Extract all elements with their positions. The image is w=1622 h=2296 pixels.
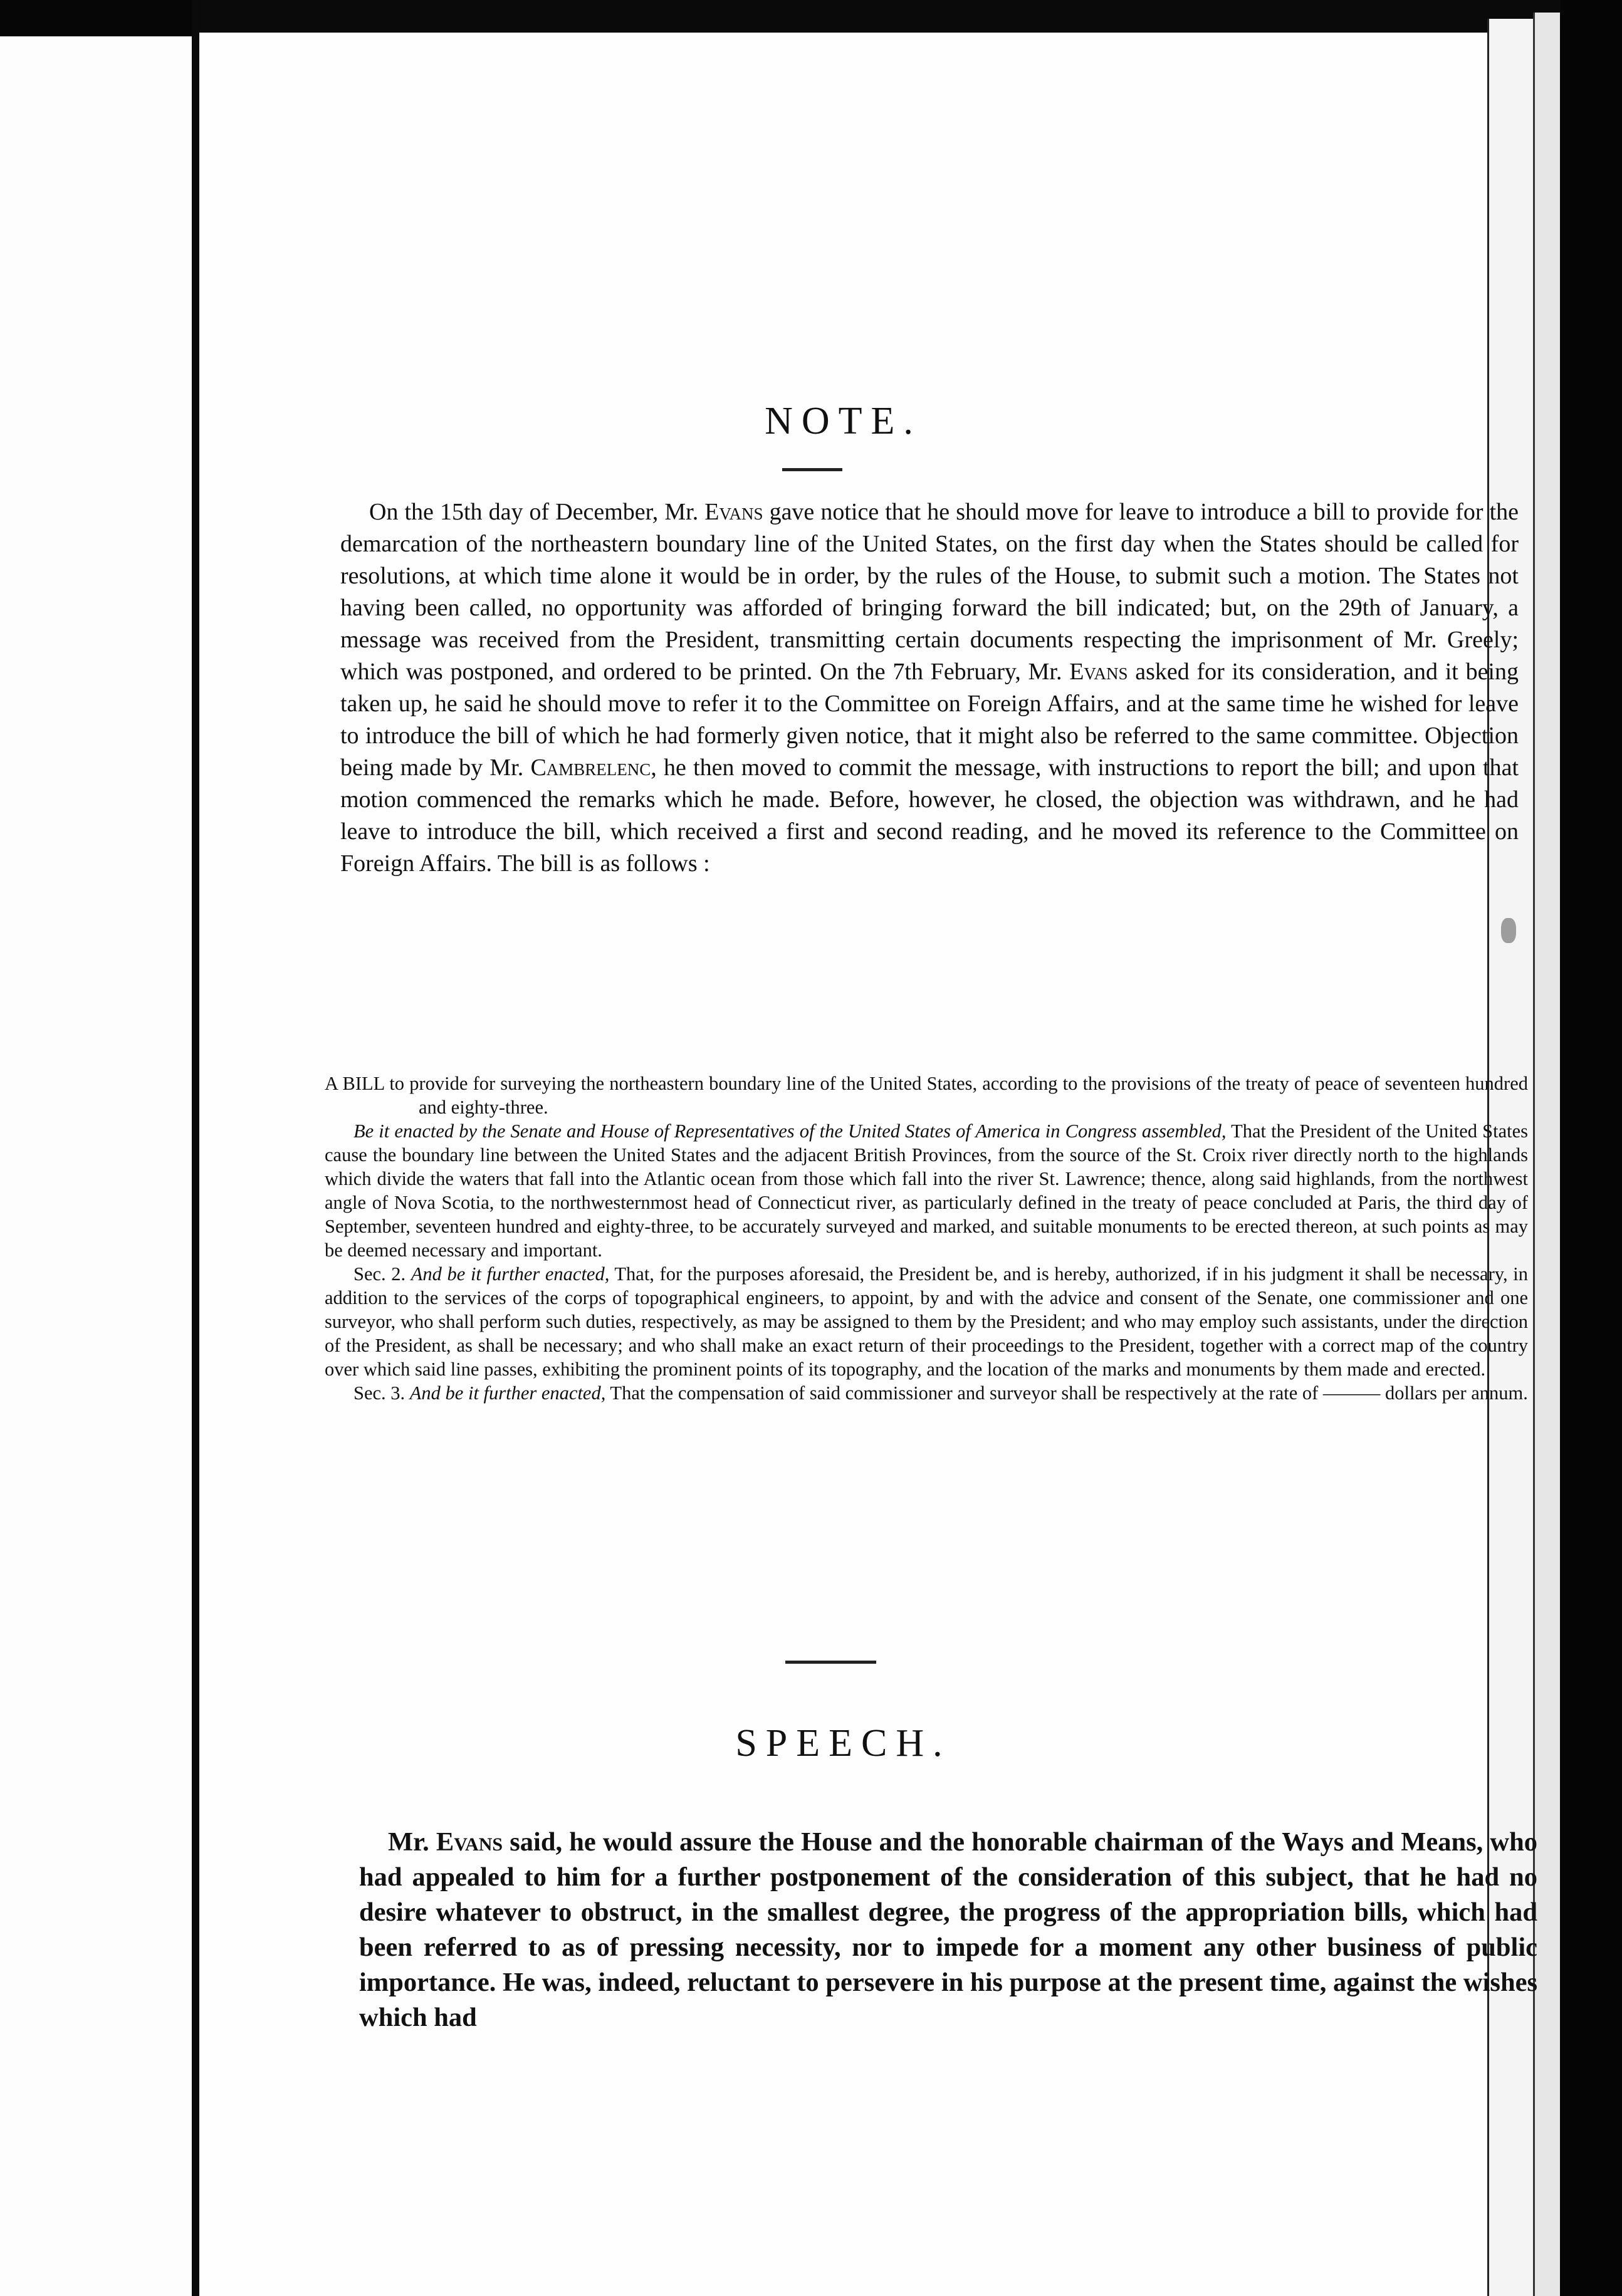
intro-name-cambrelenc: Cambrelenc	[530, 754, 651, 781]
facing-page-edge	[0, 36, 192, 2296]
bill-text	[325, 1072, 1528, 1405]
section-divider	[785, 1661, 876, 1664]
section-label: Sec. 2.	[353, 1263, 406, 1285]
speech-text-1: Mr.	[388, 1827, 436, 1857]
bill-section-2-text: That, for the purposes aforesaid, the President be, and is hereby, authorized, if in his judgment it shall be necessary, in addition to the services of the corps of topographical engineers, to appoint, by and with the advice and consent of the Senate, one commissioner and one surveyor, who shall perform such duties, respectively, as may be assigned to them by the President; and who may employ such assistants, under the direction of the President, as shall be necessary; and who shall make an exact return of their proceedings to the President, together with a correct map of the country over which said line passes, exhibiting the prominent points of its topography, and the location of the marks and monuments by them made and erected.	[325, 1263, 1528, 1380]
bill-section-1-text: That the President of the United States cause the boundary line between the United States and the adjacent British Provinces, from the source of the St. Croix river directly north to the highlands which divide the waters that fall into the Atlantic ocean from those which fall into the river St. Lawrence; thence, along said highlands, from the northwest angle of Nova Scotia, to the northwesternmost head of Connecticut river, as particularly defined in the treaty of peace concluded at Paris, the third day of September, seventeen hundred and eighty-three, to be accurately surveyed and marked, and suitable monuments to be erected thereon, at such points as may be deemed necessary and important.	[325, 1120, 1528, 1261]
intro-name-evans: Evans	[1069, 659, 1128, 685]
intro-text-4: , he then moved to commit the message, with instructions to report the bill; and upon that motion commenced the remarks which he made. Before, however, he closed, the objection was withdrawn, and he had leave to introduce the bill, which received a first and second reading, and he moved its reference to the Committee on Foreign Affairs. The bill is as follows :	[340, 754, 1519, 877]
bill-enacting-clause: Be it enacted by the Senate and House of Representatives of the United States of America in Congress assembled,	[353, 1120, 1227, 1142]
section-label: Sec. 3.	[353, 1382, 406, 1404]
ink-smudge	[1501, 918, 1516, 943]
speech-heading: SPEECH.	[735, 1722, 951, 1765]
bill-title: A BILL to provide for surveying the northeastern boundary line of the United States, according to the provisions of the treaty of peace of seventeen hundred and eighty-three.	[325, 1073, 1528, 1118]
heading-rule	[782, 468, 842, 471]
intro-text-1: On the 15th day of December, Mr.	[369, 499, 705, 525]
intro-text-3: asked for its consideration, and it being taken up, he said he should move to refer it to the Committee on Foreign Affairs, and at the same time he wished for leave to introduce the bill of which he had formerly given notice, that it might also be referred to the same committee. Objection being made by Mr.	[340, 659, 1519, 781]
speech-paragraph	[359, 1825, 1537, 2035]
section-clause: And be it further enacted,	[409, 1382, 606, 1404]
bill-section-3	[325, 1381, 1528, 1405]
intro-name-evans: Evans	[704, 499, 763, 525]
intro-text-2: gave notice that he should move for leave to introduce a bill to provide for the demarcation of the northeastern boundary line of the United States, on the first day when the States should be called for resolutions, at which time alone it would be in order, by the rules of the House, to submit such a motion. The States not having been called, no opportunity was afforded of bringing forward the bill indicated; but, on the 29th of January, a message was received from the President, transmitting certain documents respecting the imprisonment of Mr. Greely; which was postponed, and ordered to be printed. On the 7th February, Mr.	[340, 499, 1519, 685]
bill-section-2	[325, 1262, 1528, 1381]
document-page	[199, 33, 1538, 2296]
bill-section-1	[325, 1119, 1528, 1262]
scan-top-border	[199, 0, 1561, 33]
scan-right-border	[1561, 0, 1622, 2296]
speech-name-evans: Evans	[436, 1827, 503, 1857]
section-clause: And be it further enacted,	[411, 1263, 610, 1285]
intro-paragraph	[340, 496, 1519, 880]
note-heading: NOTE.	[765, 400, 922, 442]
page-gutter	[192, 0, 199, 2296]
bill-section-3-text: That the compensation of said commissioner and surveyor shall be respectively at the rate of ——— dollars per annum.	[605, 1382, 1528, 1404]
speech-text-2: said, he would assure the House and the honorable chairman of the Ways and Means, who had appealed to him for a further postponement of the consideration of this subject, that he had no desire whatever to obstruct, in the smallest degree, the progress of the appropriation bills, which had been referred to as of pressing necessity, nor to impede for a moment any other business of public importance. He was, indeed, reluctant to persevere in his purpose at the present time, against the wishes which had	[359, 1827, 1538, 2032]
